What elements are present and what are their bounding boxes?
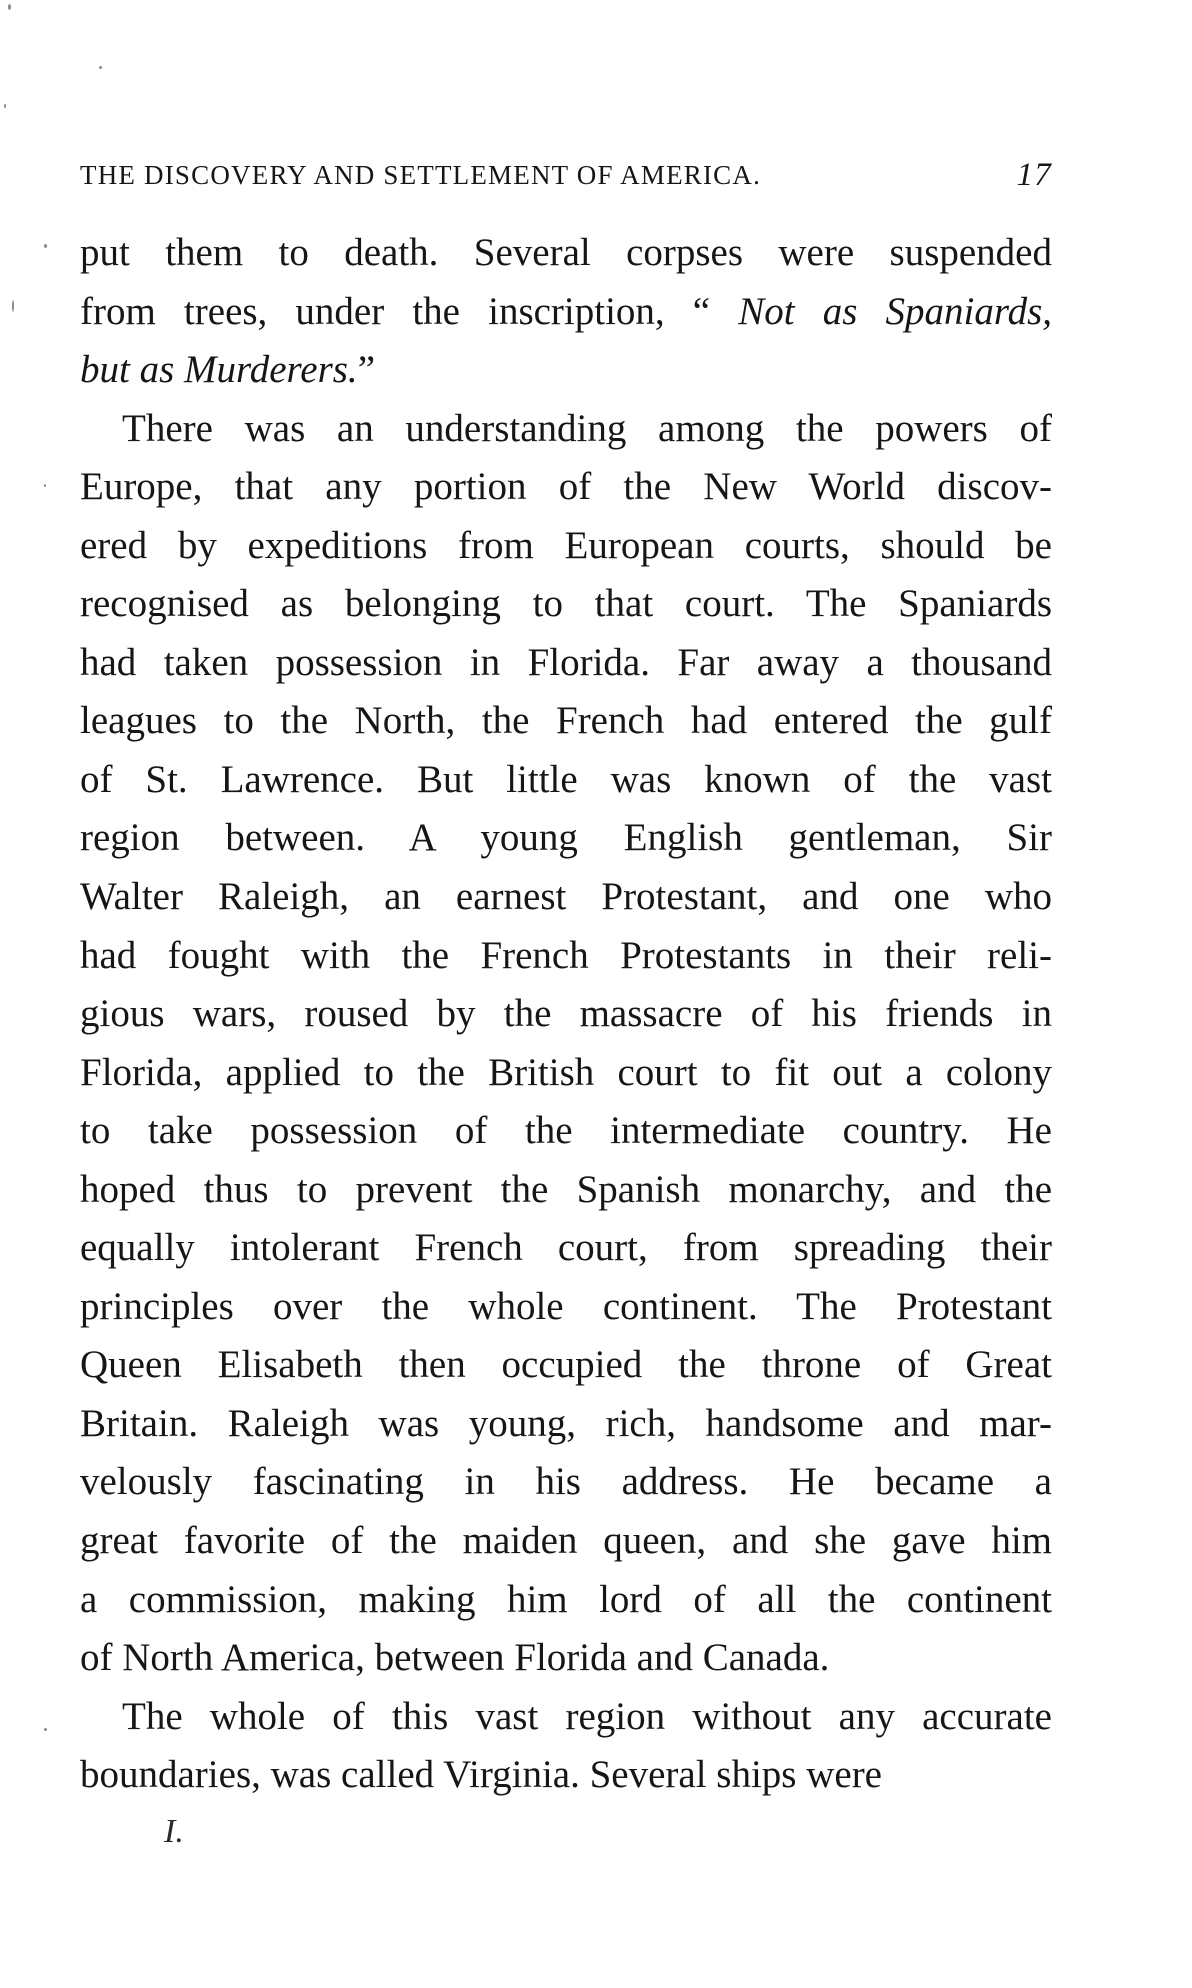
text-segment: Not as Spaniards, — [738, 289, 1052, 333]
scan-speck — [8, 4, 11, 10]
text-line — [80, 400, 1052, 459]
text-line — [80, 1044, 1052, 1103]
text-line — [80, 517, 1052, 576]
text-segment: a commission, making him lord of all the continent — [80, 1577, 1052, 1621]
text-segment: from trees, under the inscription, “ — [80, 289, 739, 333]
text-segment: principles over the whole continent. The Protestant — [80, 1284, 1052, 1328]
scan-speck — [44, 244, 47, 248]
text-segment: put them to death. Several corpses were suspended — [80, 231, 1052, 274]
text-line — [80, 575, 1052, 634]
text-line — [80, 458, 1052, 517]
text-segment: leagues to the North, the French had entered the gulf — [80, 699, 1052, 743]
text-segment: ered by expeditions from European courts, should be — [80, 523, 1052, 567]
text-line — [80, 1336, 1052, 1395]
text-segment: but as Murderers. — [80, 348, 358, 392]
running-header — [80, 153, 1052, 197]
text-segment: hoped thus to prevent the Spanish monarchy, and the — [80, 1167, 1052, 1211]
text-segment: Queen Elisabeth then occupied the throne of Great — [80, 1343, 1052, 1387]
text-segment: The whole of this vast region without any accurate — [122, 1694, 1052, 1738]
text-segment: Florida, applied to the British court to fit out a colony — [80, 1050, 1052, 1094]
text-segment: had taken possession in Florida. Far away a thousand — [80, 640, 1052, 684]
text-segment: region between. A young English gentleman, Sir — [80, 816, 1052, 860]
paragraph — [80, 224, 1052, 400]
paragraph — [80, 400, 1052, 1688]
text-segment: ” — [357, 348, 375, 392]
text-segment: boundaries, was called Virginia. Several ships were — [80, 1753, 882, 1797]
paragraph — [80, 1688, 1052, 1805]
text-segment: recognised as belonging to that court. The Spaniards — [80, 582, 1052, 626]
scan-speck — [44, 1728, 47, 1731]
running-title: THE DISCOVERY AND SETTLEMENT OF AMERICA. — [80, 160, 762, 190]
text-line — [80, 692, 1052, 751]
text-line — [80, 868, 1052, 927]
scan-speck — [4, 104, 6, 108]
text-line — [80, 283, 1052, 342]
text-line — [80, 1629, 1052, 1688]
text-line — [80, 1571, 1052, 1630]
text-line — [80, 1746, 1052, 1805]
text-line — [80, 1395, 1052, 1454]
text-segment: gious wars, roused by the massacre of his friends in — [80, 992, 1052, 1036]
text-segment: Britain. Raleigh was young, rich, handsome and mar- — [80, 1401, 1052, 1445]
text-segment: Walter Raleigh, an earnest Protestant, and one who — [80, 875, 1052, 919]
text-segment: There was an understanding among the powers of — [122, 406, 1052, 450]
page-number: 17 — [1016, 157, 1052, 193]
text-segment: had fought with the French Protestants in their reli- — [80, 933, 1052, 977]
scan-speck — [44, 484, 46, 487]
text-segment: Europe, that any portion of the New World discov- — [80, 465, 1052, 509]
text-segment: to take possession of the intermediate country. He — [80, 1109, 1052, 1153]
text-line — [80, 1512, 1052, 1571]
text-line — [80, 927, 1052, 986]
text-line — [80, 1102, 1052, 1161]
text-line — [80, 1219, 1052, 1278]
text-line — [80, 751, 1052, 810]
scan-speck — [12, 300, 14, 312]
text-segment: equally intolerant French court, from spreading their — [80, 1226, 1052, 1270]
text-line — [80, 634, 1052, 693]
text-segment: great favorite of the maiden queen, and she gave him — [80, 1519, 1052, 1563]
text-line — [80, 1453, 1052, 1512]
text-segment: of North America, between Florida and Canada. — [80, 1636, 830, 1680]
text-line — [80, 1688, 1052, 1747]
text-line — [80, 809, 1052, 868]
text-segment: velously fascinating in his address. He became a — [80, 1460, 1052, 1504]
scan-speck — [99, 66, 102, 69]
text-line — [80, 1278, 1052, 1337]
text-line — [80, 341, 1052, 400]
text-line — [80, 985, 1052, 1044]
text-line — [80, 224, 1052, 283]
text-line — [80, 1161, 1052, 1220]
printer-signature-mark: I. — [164, 1813, 184, 1850]
text-segment: of St. Lawrence. But little was known of the vast — [80, 757, 1052, 801]
body-text — [80, 224, 1052, 1805]
